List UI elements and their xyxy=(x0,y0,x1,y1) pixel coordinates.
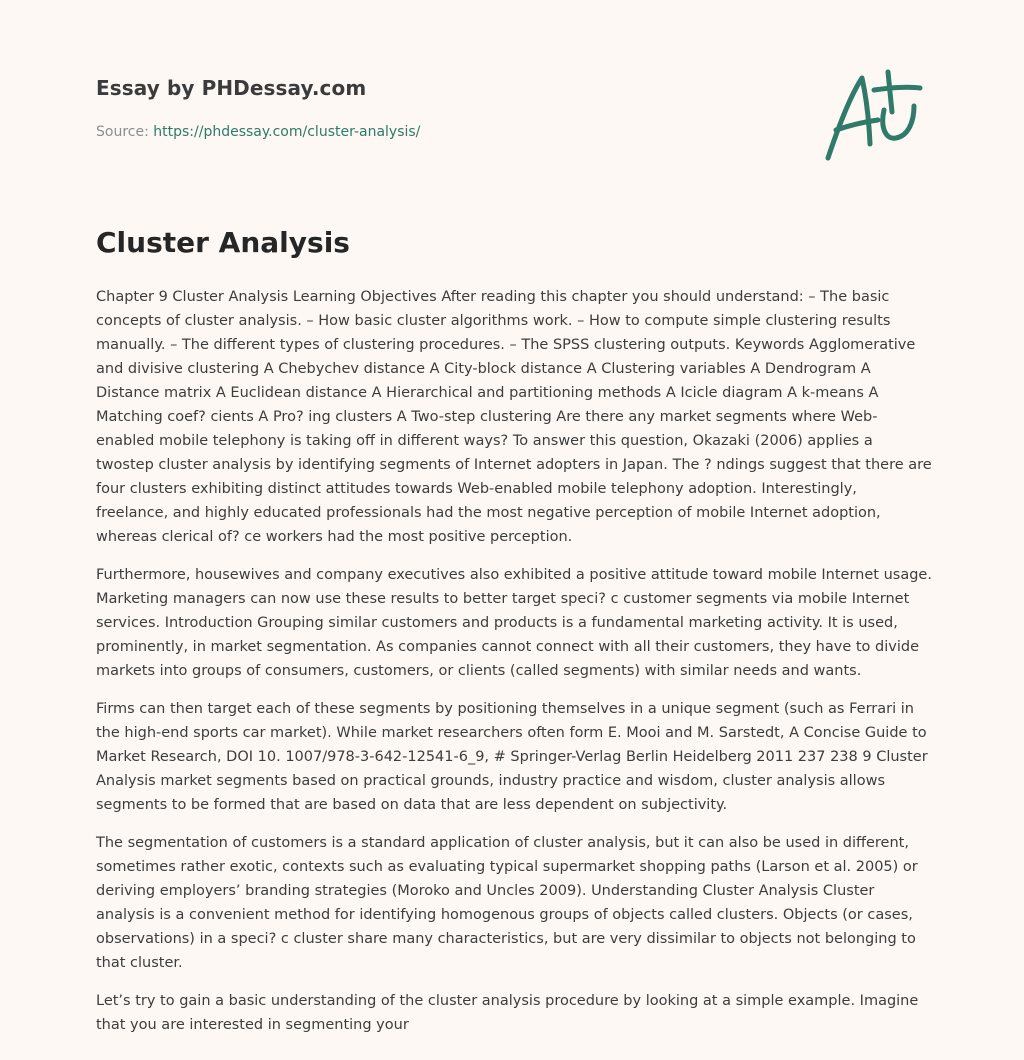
a-plus-logo-svg xyxy=(822,66,932,166)
a-plus-logo-icon xyxy=(822,66,932,166)
source-label: Source: xyxy=(96,124,154,140)
paragraph: Firms can then target each of these segments by positioning themselves in a unique segment (such as Ferrari in the high-end sports car market). While market researchers often form E. Mooi and M. Sarstedt, A Concise Guide to Market Research, DOI 10. 1007/978-3-642-12541-6_9, # Springer-Verlag Berlin Heidelberg 2011 237 238 9 Cluster Analysis market segments based on practical grounds, industry practice and wisdom, cluster analysis allows segments to be formed that are based on data that are less dependent on subjectivity. xyxy=(96,701,928,813)
paragraph: The segmentation of customers is a standard application of cluster analysis, but it can also be used in different, sometimes rather exotic, contexts such as evaluating typical supermarket shopping paths (Larson et al. 2005) or deriving employers’ branding strategies (Moroko and Uncles 2009). Understanding Cluster Analysis Cluster analysis is a convenient method for identifying homogenous groups of objects called clusters. Objects (or cases, observations) in a speci? c cluster share many characteristics, but are very dissimilar to objects not belonging to that cluster. xyxy=(96,835,918,971)
essay-body xyxy=(96,285,932,1051)
source-link[interactable]: https://phdessay.com/cluster-analysis/ xyxy=(153,124,421,140)
site-brand: Essay by PHDessay.com xyxy=(96,76,367,100)
paragraph: Let’s try to gain a basic understanding of the cluster analysis procedure by looking at a simple example. Imagine that you are interested in segmenting your xyxy=(96,993,919,1033)
paragraph: Furthermore, housewives and company executives also exhibited a positive attitude toward mobile Internet usage. Marketing managers can now use these results to better target speci? c customer segments via mobile Internet services. Introduction Grouping similar customers and products is a fundamental marketing activity. It is used, prominently, in market segmentation. As companies cannot connect with all their customers, they have to divide markets into groups of consumers, customers, or clients (called segments) with similar needs and wants. xyxy=(96,567,932,679)
page-title: Cluster Analysis xyxy=(96,226,350,259)
source-line xyxy=(96,124,420,140)
paragraph: Chapter 9 Cluster Analysis Learning Objectives After reading this chapter you should understand: – The basic concepts of cluster analysis. – How basic cluster algorithms work. – How to compute simple clustering results manually. – The different types of clustering procedures. – The SPSS clustering outputs. Keywords Agglomerative and divisive clustering A Chebychev distance A City-block distance A Clustering variables A Dendrogram A Distance matrix A Euclidean distance A Hierarchical and partitioning methods A Icicle diagram A k-means A Matching coef? cients A Pro? ing clusters A Two-step clustering Are there any market segments where Web-enabled mobile telephony is taking off in different ways? To answer this question, Okazaki (2006) applies a twostep cluster analysis by identifying segments of Internet adopters in Japan. The ? ndings suggest that there are four clusters exhibiting distinct attitudes towards Web-enabled mobile telephony adoption. Interestingly, freelance, and highly educated professionals had the most negative perception of mobile Internet adoption, whereas clerical of? ce workers had the most positive perception. xyxy=(96,289,932,545)
